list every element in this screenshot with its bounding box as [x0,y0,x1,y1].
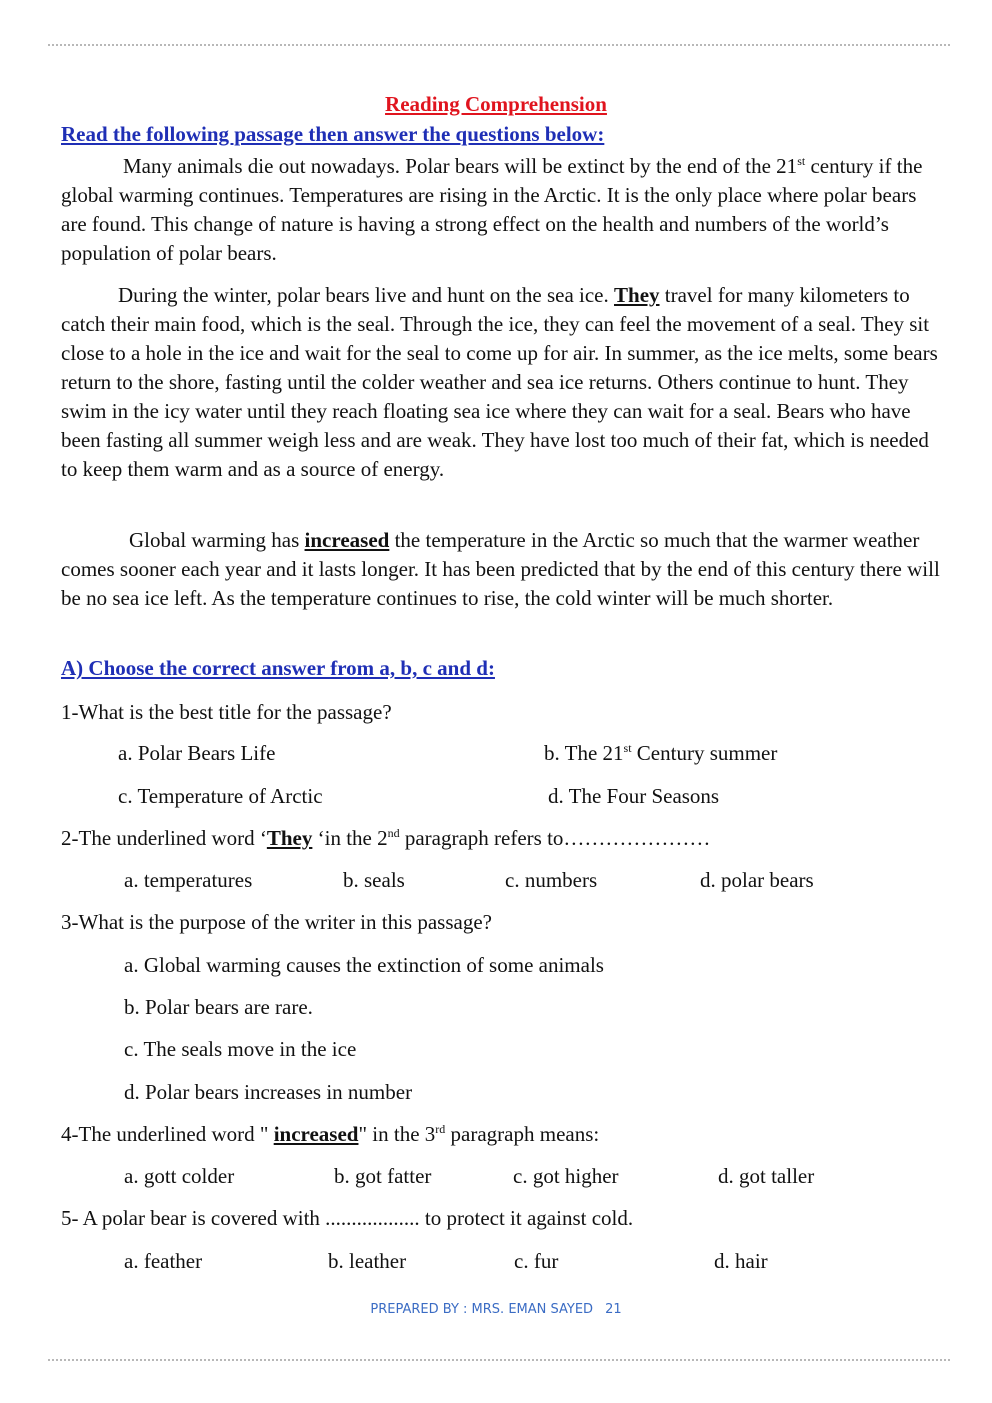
section-a-heading: A) Choose the correct answer from a, b, c and d: [61,656,495,680]
question-4 [61,1122,599,1147]
question-1: 1-What is the best title for the passage? [61,700,392,724]
q3-option-a: a. Global warming causes the extinction of some animals [124,953,604,977]
q4-option-b: b. got fatter [334,1164,432,1188]
q5-option-c: c. fur [514,1249,559,1273]
q2-underlined-word: They [266,826,313,850]
q3-option-b: b. Polar bears are rare. [124,995,313,1019]
question-3: 3-What is the purpose of the writer in this passage? [61,910,492,934]
q1-option-a: a. Polar Bears Life [118,741,276,765]
q1-option-b-text-end: Century summer [631,741,778,765]
q4-option-c: c. got higher [513,1164,619,1188]
question-2 [61,826,710,851]
p1-text-a: Many animals die out nowadays. Polar bears will be extinct by the end of the 21 [123,154,798,178]
q4-text-mid: " in the 3 [358,1122,436,1146]
q3-option-d: d. Polar bears increases in number [124,1080,413,1104]
p2-underlined-word: They [614,283,660,307]
q5-option-a: a. feather [124,1249,203,1273]
footer-label: PREPARED BY : MRS. EMAN SAYED [370,1302,594,1317]
q5-option-d: d. hair [714,1249,768,1273]
p1-text-b: century if the global warming continues. Temperatures are rising in the Arctic. It is the only place where polar bears are found. This change of nature is having a strong effect on the health and numbers of the world’s population of polar bears. [61,154,923,265]
instruction-heading: Read the following passage then answer the questions below: [61,122,605,146]
q4-text-post: paragraph means: [445,1122,600,1146]
p2-text-b: travel for many kilometers to catch their main food, which is the seal. Through the ice, they can feel the movement of a seal. They sit close to a hole in the ice and wait for the seal to come up for air. In summer, as the ice melts, some bears return to the shore, fasting until the colder weather and sea ice returns. Others continue to hunt. They swim in the icy water until they reach floating sea ice where they can wait for a seal. Bears who have been fasting all summer weigh less and are weak. They have lost too much of their fat, which is needed to keep them warm and as a source of energy. [61,283,938,481]
p3-text-b: the temperature in the Arctic so much that the warmer weather comes sooner each year and it lasts longer. It has been predicted that by the end of this century there will be no sea ice left. As the temperature continues to rise, the cold winter will be much shorter. [61,528,940,610]
page-footer [0,1302,992,1317]
passage-paragraph-2 [61,281,941,484]
p1-superscript: st [797,154,806,168]
p3-underlined-word: increased [304,528,390,552]
q1-option-b [544,741,777,766]
p2-text-a: During the winter, polar bears live and hunt on the sea ice. [118,283,615,307]
q3-option-c: c. The seals move in the ice [124,1037,357,1061]
q2-option-a: a. temperatures [124,868,253,892]
q2-superscript: nd [387,826,400,840]
q2-text-pre: 2-The underlined word ‘ [61,826,267,850]
q4-underlined-word: increased [273,1122,359,1146]
q4-option-a: a. gott colder [124,1164,235,1188]
page-title: Reading Comprehension [385,92,607,116]
q4-text-pre: 4-The underlined word " [61,1122,274,1146]
q1-option-c: c. Temperature of Arctic [118,784,323,808]
q2-text-mid: ‘in the 2 [312,826,388,850]
footer-page-number: 21 [605,1302,622,1317]
q2-text-post: paragraph refers to………………… [399,826,711,850]
page-border-bottom [48,1359,950,1361]
q4-superscript: rd [435,1122,446,1136]
q1-option-b-superscript: st [623,741,632,755]
q4-option-d: d. got taller [718,1164,815,1188]
passage-paragraph-3 [61,526,941,613]
q5-option-b: b. leather [328,1249,407,1273]
q1-option-b-text: b. The 21 [544,741,624,765]
question-5: 5- A polar bear is covered with .................. to protect it against cold. [61,1206,634,1230]
passage-paragraph-1 [61,152,941,268]
q2-option-b: b. seals [343,868,405,892]
q2-option-d: d. polar bears [700,868,814,892]
page-border-top [48,44,950,46]
q1-option-d: d. The Four Seasons [548,784,720,808]
p3-text-a: Global warming has [129,528,305,552]
q2-option-c: c. numbers [505,868,598,892]
